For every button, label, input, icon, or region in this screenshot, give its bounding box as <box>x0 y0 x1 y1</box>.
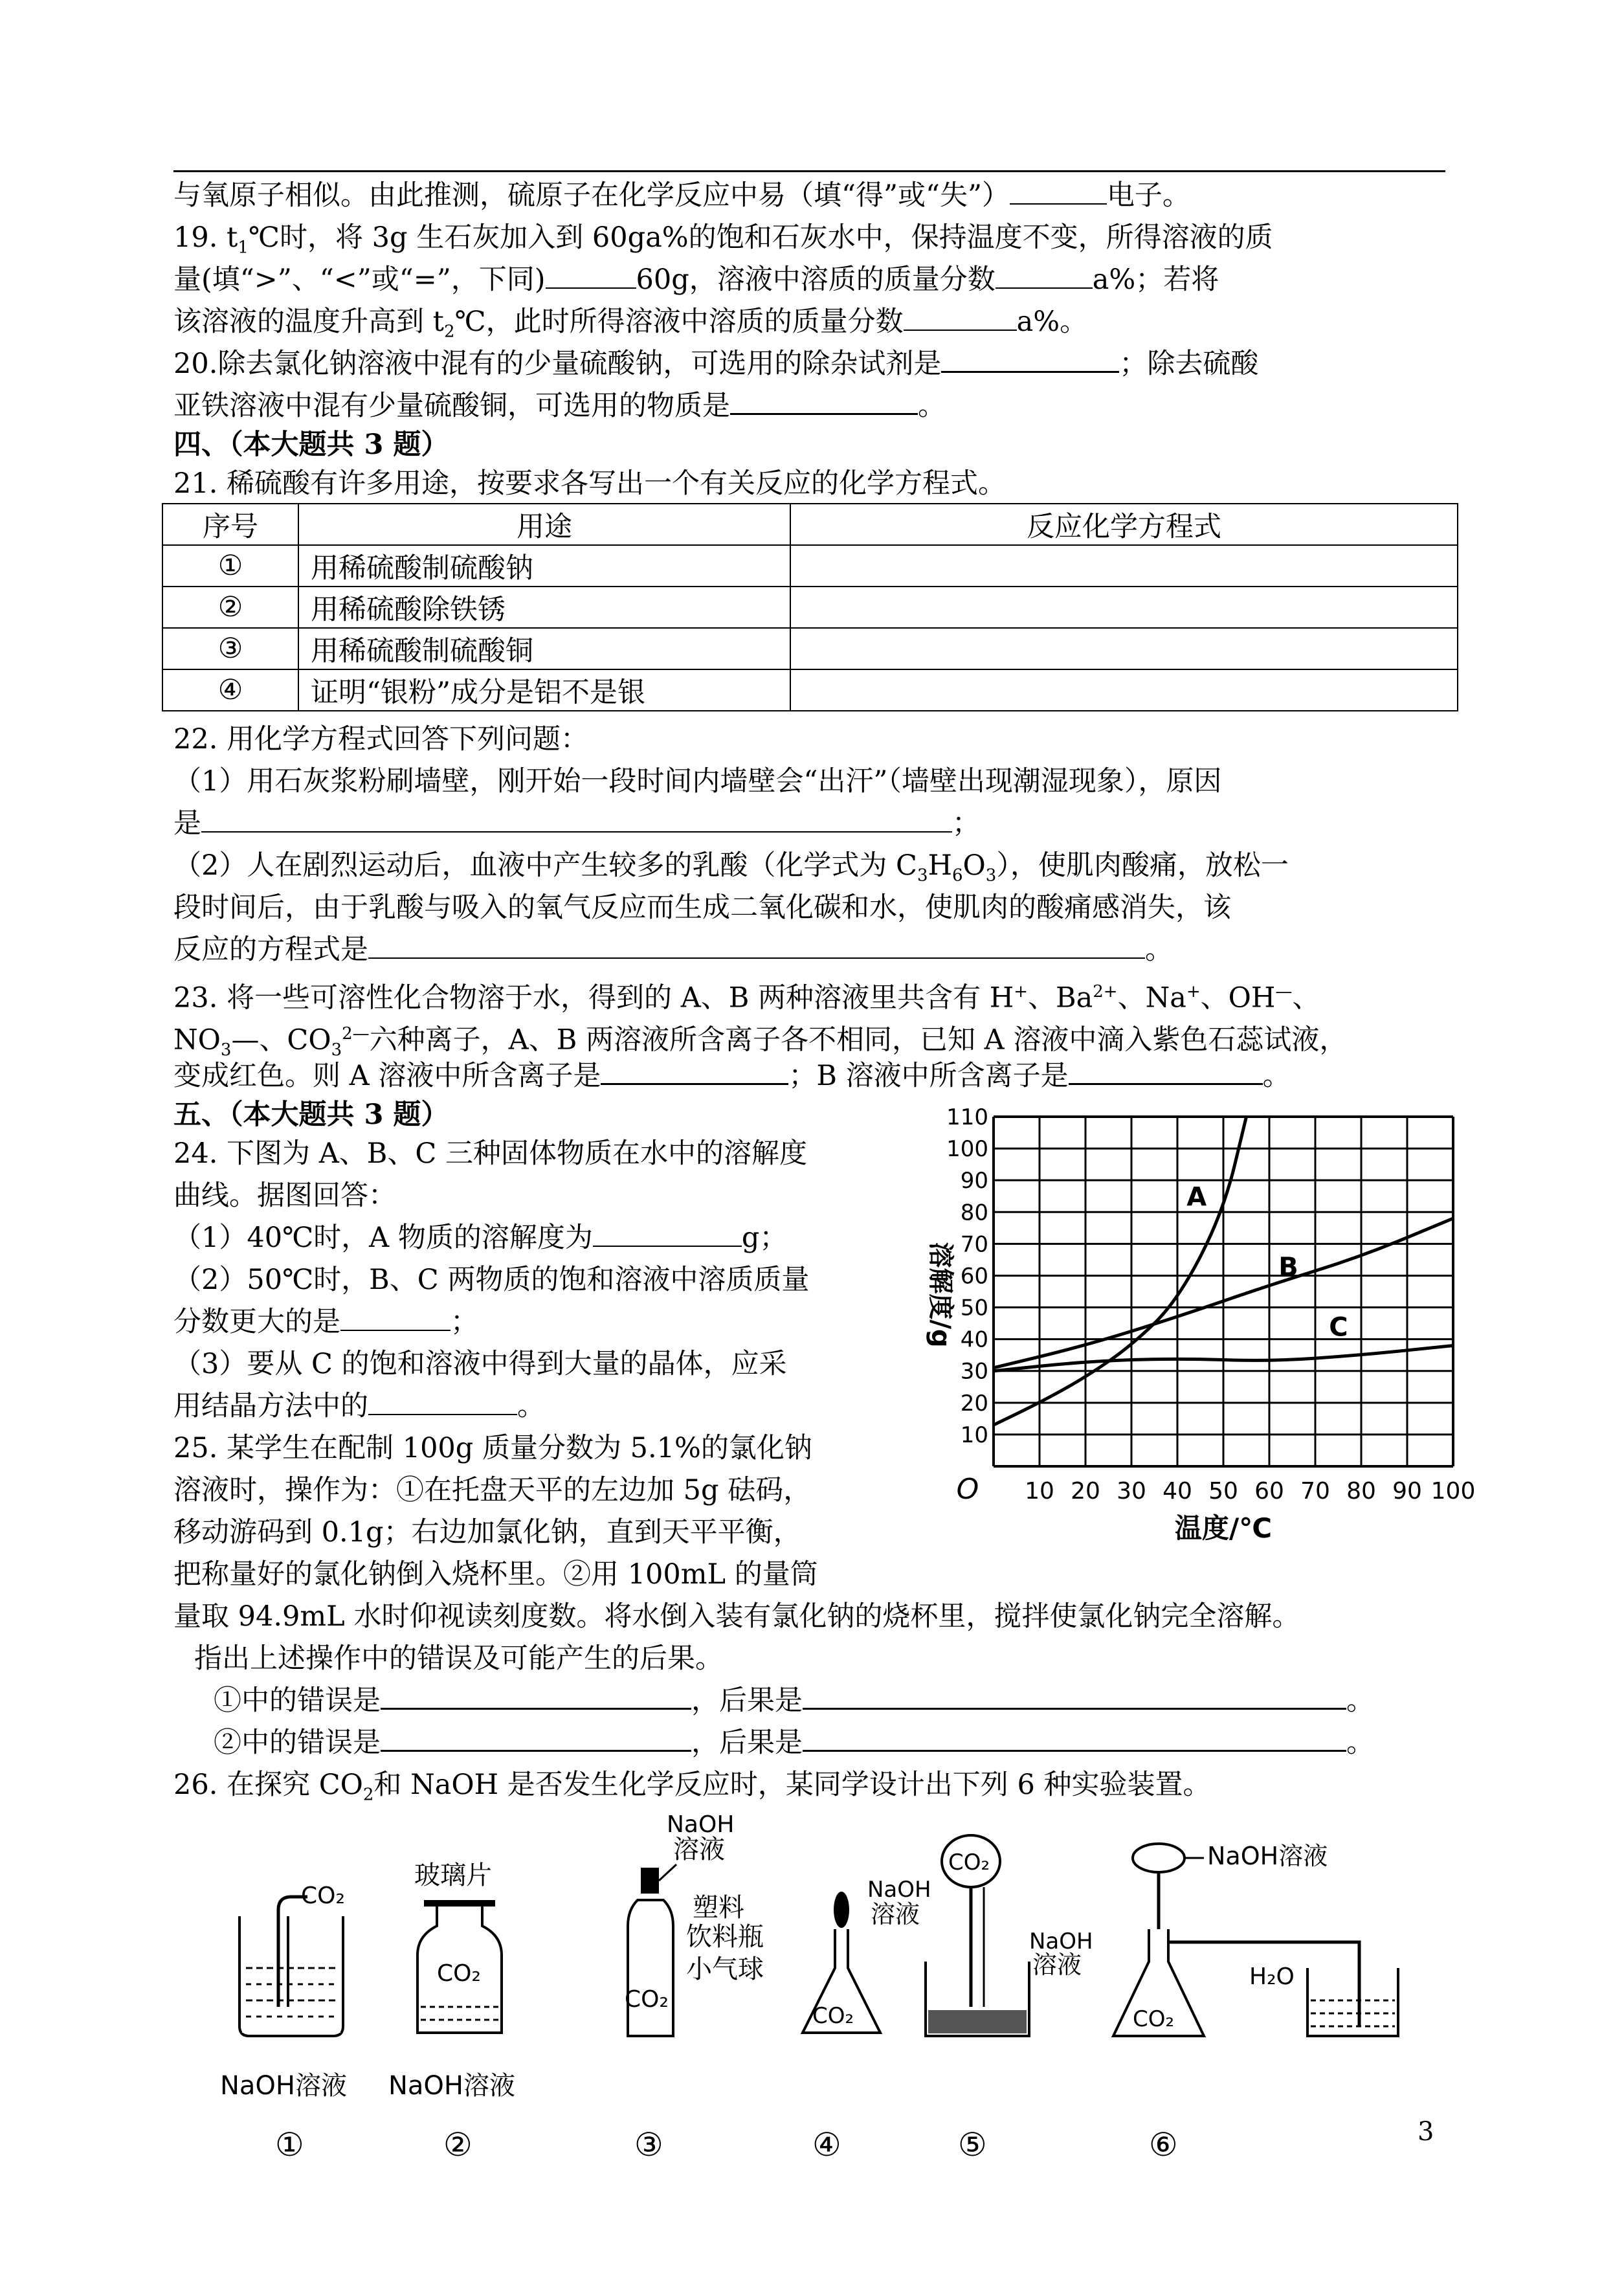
y-tick-label: 110 <box>946 1104 988 1130</box>
apparatus-2 <box>388 1861 515 2164</box>
answer-blank[interactable] <box>381 1724 691 1752</box>
y-tick-label: 40 <box>960 1326 988 1353</box>
x-tick-label: 20 <box>1071 1478 1100 1504</box>
apparatus-figure <box>194 1813 1424 2175</box>
answer-blank[interactable] <box>368 1388 517 1415</box>
y-tick-label: 80 <box>960 1200 988 1226</box>
q24-line1: 24. 下图为 A、B、C 三种固体物质在水中的溶解度 <box>173 1137 807 1170</box>
number-1: ① <box>275 2126 304 2164</box>
apparatus-3 <box>625 1813 764 2164</box>
section-4-heading: 四、（本大题共 3 题） <box>173 429 449 461</box>
answer-blank[interactable] <box>904 304 1017 331</box>
row-no: ② <box>162 587 298 628</box>
row-equation-cell[interactable] <box>790 669 1458 711</box>
apparatus-6 <box>1113 1842 1398 2164</box>
answer-blank[interactable] <box>546 262 636 289</box>
q24-part2-line1: （2）50℃时，B、C 两物质的饱和溶液中溶质质量 <box>173 1264 810 1296</box>
y-tick-label: 100 <box>946 1136 988 1163</box>
x-tick-label: 80 <box>1346 1478 1376 1504</box>
row-use: 用稀硫酸制硫酸钠 <box>298 545 790 587</box>
answer-blank[interactable] <box>201 805 952 833</box>
label-naoh-solution: NaOH溶液 <box>388 2071 515 2101</box>
number-5: ⑤ <box>958 2126 987 2164</box>
q22-part2-line3: 反应的方程式是 。 <box>173 929 1173 970</box>
svg-text:CO₂: CO₂ <box>948 1850 990 1875</box>
q22-part2-line1: （2）人在剧烈运动后，血液中产生较多的乳酸（化学式为 $C_3H_6O_3$），使肌肉酸痛，放松一 <box>173 849 1289 886</box>
q25-line2: 溶液时，操作为：①在托盘天平的左边加 5g 砝码， <box>173 1474 812 1506</box>
row-use: 证明“银粉”成分是铝不是银 <box>298 669 790 711</box>
q21-table <box>162 503 1458 711</box>
y-tick-label: 10 <box>960 1422 988 1448</box>
page-number: 3 <box>1418 2117 1434 2147</box>
chart-grid <box>994 1117 1453 1466</box>
svg-text:溶液: 溶液 <box>673 1835 725 1864</box>
x-axis-label: 温度/℃ <box>1174 1512 1273 1544</box>
apparatus-5 <box>867 1835 1093 2164</box>
svg-text:溶液: 溶液 <box>871 1900 920 1929</box>
x-tick-label: O <box>956 1473 979 1506</box>
q25-line4: 把称量好的氯化钠倒入烧杯里。②用 100mL 的量筒 <box>173 1558 818 1591</box>
q22-part1-line2: 是 ； <box>173 803 980 844</box>
q25-line1: 25. 某学生在配制 100g 质量分数为 5.1%的氯化钠 <box>173 1432 812 1464</box>
q19-line2: 量(填“>”、“<”或“=”，下同) 60g，溶液中溶质的质量分数 a%；若将 <box>173 259 1219 300</box>
answer-blank[interactable] <box>593 1220 742 1247</box>
y-tick-label: 60 <box>960 1263 988 1290</box>
answer-blank[interactable] <box>803 1682 1346 1710</box>
q25-line5: 量取 94.9mL 水时仰视读刻度数。将水倒入装有氯化钠的烧杯里，搅拌使氯化钠完全溶解。 <box>173 1600 1300 1633</box>
q20-line2: 亚铁溶液中混有少量硫酸铜，可选用的物质是 。 <box>173 385 946 427</box>
q26-text: 26. 在探究 $CO_2$和 NaOH 是否发生化学反应时，某同学设计出下列 6 种实验装置。 <box>173 1769 1211 1805</box>
q22-text: 22. 用化学方程式回答下列问题： <box>173 723 589 755</box>
y-tick-label: 70 <box>960 1231 988 1258</box>
svg-text:塑料: 塑料 <box>693 1893 744 1923</box>
svg-text:CO₂: CO₂ <box>625 1986 669 2013</box>
q25-line3: 移动游码到 0.1g；右边加氯化钠，直到天平平衡， <box>173 1516 801 1549</box>
number-2: ② <box>443 2126 473 2164</box>
q23-line3: 变成红色。则 A 溶液中所含离子是 ；B 溶液中所含离子是 。 <box>173 1055 1291 1097</box>
row-use: 用稀硫酸制硫酸铜 <box>298 628 790 669</box>
q24-part3-line2: 用结晶方法中的 。 <box>173 1385 545 1427</box>
svg-text:NaOH: NaOH <box>667 1813 735 1838</box>
solubility-chart <box>906 1101 1476 1554</box>
x-tick-label: 10 <box>1025 1478 1054 1504</box>
q25-error2: ②中的错误是 ，后果是 。 <box>214 1722 1374 1763</box>
svg-text:CO₂: CO₂ <box>1133 2006 1175 2032</box>
row-equation-cell[interactable] <box>790 545 1458 587</box>
label-naoh-solution: NaOH溶液 <box>220 2071 347 2101</box>
q23-line2: $NO_3—$、$CO_3^{2—}$六种离子，A、B 两溶液所含离子各不相同，已知 A 溶液中滴入紫色石蕊试液， <box>173 1023 1348 1060</box>
table-row <box>162 545 1458 587</box>
answer-blank[interactable] <box>1069 1057 1263 1085</box>
q25-error1: ①中的错误是 ，后果是 。 <box>214 1680 1374 1721</box>
svg-text:NaOH: NaOH <box>867 1877 931 1903</box>
svg-text:H₂O: H₂O <box>1249 1963 1295 1990</box>
q24-part2-line2: 分数更大的是 ； <box>173 1301 478 1343</box>
q18-continuation <box>173 175 1190 216</box>
table-row <box>162 669 1458 711</box>
x-tick-label: 100 <box>1430 1478 1476 1504</box>
table-row <box>162 628 1458 669</box>
x-tick-label: 50 <box>1208 1478 1238 1504</box>
x-tick-label: 40 <box>1162 1478 1192 1504</box>
series-label-B: B <box>1278 1252 1298 1282</box>
header-equation: 反应化学方程式 <box>790 504 1458 545</box>
series-label-C: C <box>1329 1312 1348 1343</box>
text: 电子。 <box>1106 179 1190 212</box>
y-tick-label: 90 <box>960 1168 988 1194</box>
answer-blank[interactable] <box>1010 177 1107 205</box>
answer-blank[interactable] <box>368 932 1145 959</box>
label-glass-plate: 玻璃片 <box>414 1861 492 1890</box>
label-co2: CO₂ <box>301 1883 345 1909</box>
svg-text:NaOH溶液: NaOH溶液 <box>1207 1842 1328 1870</box>
y-tick-label: 50 <box>960 1295 988 1321</box>
row-no: ③ <box>162 628 298 669</box>
table-row <box>162 587 1458 628</box>
row-equation-cell[interactable] <box>790 587 1458 628</box>
answer-blank[interactable] <box>941 345 1119 373</box>
row-equation-cell[interactable] <box>790 628 1458 669</box>
header-no: 序号 <box>162 504 298 545</box>
q22-part1-line1: （1）用石灰浆粉刷墙壁，刚开始一段时间内墙壁会“出汗”（墙壁出现潮湿现象），原因 <box>173 765 1222 798</box>
svg-text:NaOH: NaOH <box>1029 1929 1093 1954</box>
text: 与氧原子相似。由此推测，硫原子在化学反应中易（填“得”或“失”） <box>173 179 1010 212</box>
number-4: ④ <box>812 2126 841 2164</box>
q21-text: 21. 稀硫酸有许多用途，按要求各写出一个有关反应的化学方程式。 <box>173 467 1007 500</box>
header-use: 用途 <box>298 504 790 545</box>
q25-line6: 指出上述操作中的错误及可能产生的后果。 <box>194 1642 723 1675</box>
series-line-A <box>994 1117 1247 1425</box>
svg-text:CO₂: CO₂ <box>812 2003 854 2029</box>
q24-part1: （1）40℃时，A 物质的溶解度为 g； <box>173 1217 787 1258</box>
y-tick-label: 30 <box>960 1358 988 1385</box>
q23-line1: 23. 将一些可溶性化合物溶于水，得到的 A、B 两种溶液里共含有 H+、$Ba^{2+}$、Na+、OH—、 <box>173 981 1320 1014</box>
row-no: ① <box>162 545 298 587</box>
row-no: ④ <box>162 669 298 711</box>
q22-part2-line2: 段时间后，由于乳酸与吸入的氧气反应而生成二氧化碳和水，使肌肉的酸痛感消失，该 <box>173 891 1231 924</box>
x-tick-label: 70 <box>1300 1478 1330 1504</box>
answer-blank[interactable] <box>340 1304 450 1331</box>
table-header-row <box>162 504 1458 545</box>
y-axis-label: 溶解度/g <box>926 1242 955 1348</box>
q19-line1: 19. $t_1℃$时，将 3g 生石灰加入到 60ga%的饱和石灰水中，保持温度不变，所得溶液的质 <box>173 221 1273 258</box>
label-co2: CO₂ <box>437 1960 481 1987</box>
x-tick-label: 90 <box>1392 1478 1422 1504</box>
answer-blank[interactable] <box>803 1724 1346 1752</box>
svg-text:溶液: 溶液 <box>1032 1951 1082 1979</box>
y-tick-label: 20 <box>960 1390 988 1416</box>
header-rule <box>173 170 1445 172</box>
answer-blank[interactable] <box>730 387 918 415</box>
apparatus-1 <box>220 1883 347 2164</box>
q20-line1: 20.除去氯化钠溶液中混有的少量硫酸钠，可选用的除杂试剂是 ；除去硫酸 <box>173 343 1258 385</box>
x-tick-label: 60 <box>1254 1478 1284 1504</box>
series-label-A: A <box>1186 1182 1207 1213</box>
number-3: ③ <box>634 2126 663 2164</box>
number-6: ⑥ <box>1149 2126 1178 2164</box>
row-use: 用稀硫酸除铁锈 <box>298 587 790 628</box>
answer-blank[interactable] <box>996 262 1093 289</box>
q24-line2: 曲线。据图回答： <box>173 1180 396 1212</box>
answer-blank[interactable] <box>381 1682 691 1710</box>
x-tick-label: 30 <box>1117 1478 1146 1504</box>
section-5-heading: 五、（本大题共 3 题） <box>173 1099 449 1131</box>
q24-part3-line1: （3）要从 C 的饱和溶液中得到大量的晶体，应采 <box>173 1348 787 1380</box>
svg-text:小气球: 小气球 <box>686 1954 764 1984</box>
q19-line3: 该溶液的温度升高到 $t_2℃$，此时所得溶液中溶质的质量分数 a%。 <box>173 301 1087 353</box>
answer-blank[interactable] <box>601 1057 788 1085</box>
svg-text:饮料瓶: 饮料瓶 <box>686 1922 764 1952</box>
